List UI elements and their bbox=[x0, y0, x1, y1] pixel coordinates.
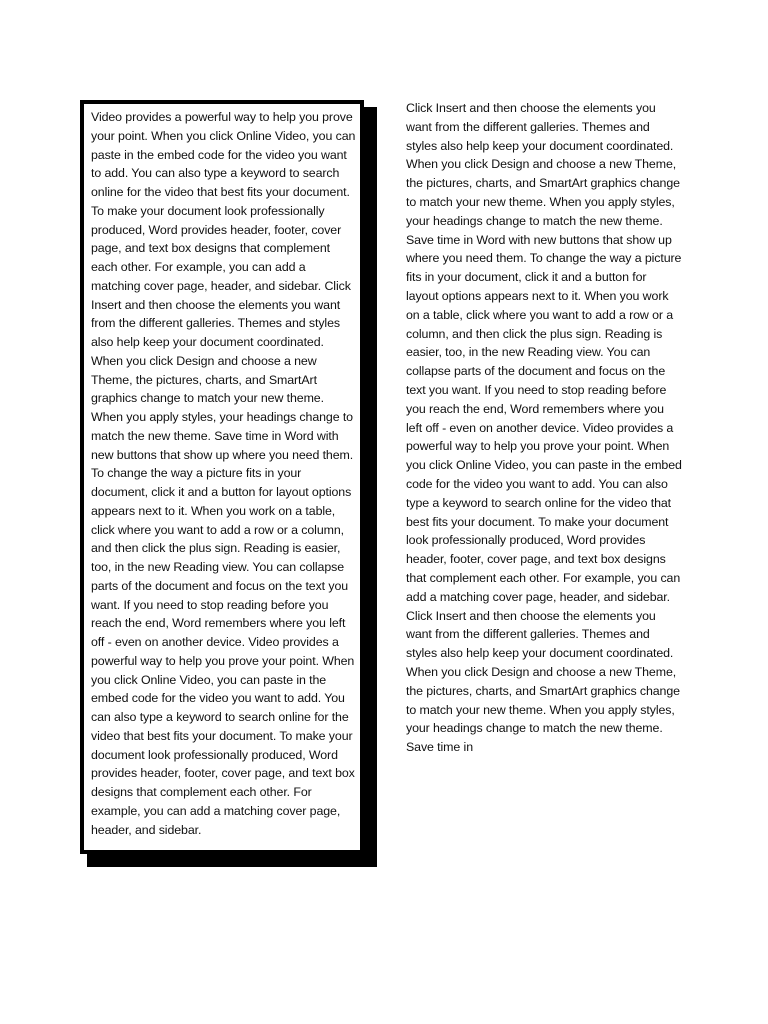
body-paragraph[interactable]: Click Insert and then choose the elements you want from the different galleries. Themes and styles also help keep your document coordinated. When you click Design and choose a new Theme, the pictures, charts, and SmartArt graphics change to match your new theme. When you apply styles, your headings change to match the new theme. Save time in Word with new buttons that show up where you need them. To change the way a picture fits in your document, click it and a button for layout options appears next to it. When you work on a table, click where you want to add a row or a column, and then click the plus sign. Reading is easier, too, in the new Reading view. You can collapse parts of the document and focus on the text you want. If you need to stop reading before you reach the end, Word remembers where you left off - even on another device. Video provides a powerful way to help you prove your point. When you click Online Video, you can paste in the embed code for the video you want to add. You can also type a keyword to search online for the video that best fits your document. To make your document look professionally produced, Word provides header, footer, cover page, and text box designs that complement each other. For example, you can add a matching cover page, header, and sidebar. Click Insert and then choose the elements you want from the different galleries. Themes and styles also help keep your document coordinated. When you click Design and choose a new Theme, the pictures, charts, and SmartArt graphics change to match your new theme. When you apply styles, your headings change to match the new theme. Save time in bbox=[406, 101, 682, 755]
sidebar-paragraph[interactable]: Video provides a powerful way to help you prove your point. When you click Online Video, you can paste in the embed code for the video you want to add. You can also type a keyword to search online for the video that best fits your document. To make your document look professionally produced, Word provides header, footer, cover page, and text box designs that complement each other. For example, you can add a matching cover page, header, and sidebar. Click Insert and then choose the elements you want from the different galleries. Themes and styles also help keep your document coordinated. When you click Design and choose a new Theme, the pictures, charts, and SmartArt graphics change to match your new theme. When you apply styles, your headings change to match the new theme. Save time in Word with new buttons that show up where you need them. To change the way a picture fits in your document, click it and a button for layout options appears next to it. When you work on a table, click where you want to add a row or a column, and then click the plus sign. Reading is easier, too, in the new Reading view. You can collapse parts of the document and focus on the text you want. If you need to stop reading before you reach the end, Word remembers where you left off - even on another device. Video provides a powerful way to help you prove your point. When you click Online Video, you can paste in the embed code for the video you want to add. You can also type a keyword to search online for the video that best fits your document. To make your document look professionally produced, Word provides header, footer, cover page, and text box designs that complement each other. For example, you can add a matching cover page, header, and sidebar. bbox=[91, 110, 356, 837]
sidebar-text-box[interactable] bbox=[80, 100, 370, 860]
sidebar-box-frame bbox=[80, 100, 364, 854]
